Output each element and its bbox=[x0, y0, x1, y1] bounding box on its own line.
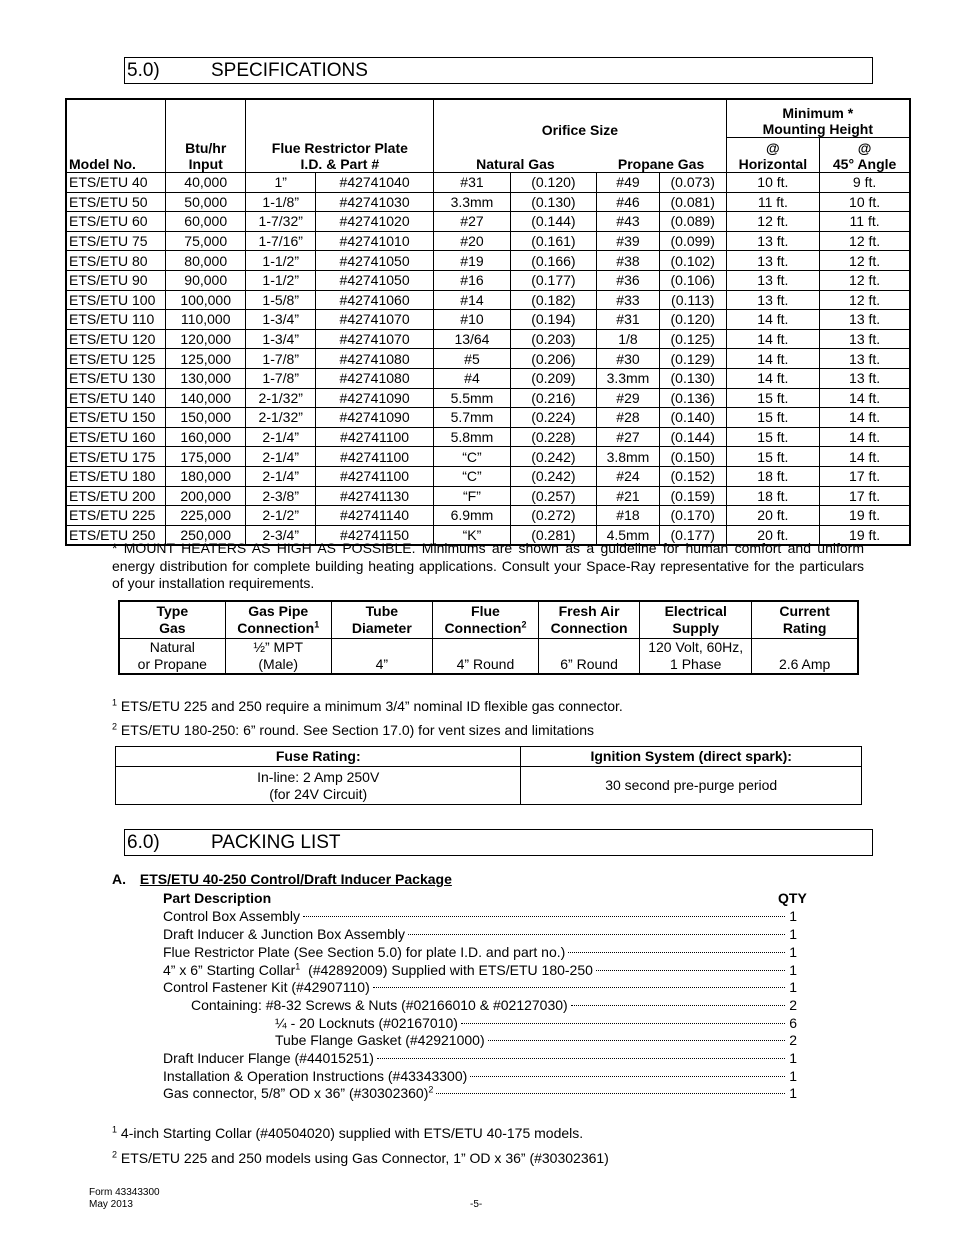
table-row bbox=[66, 329, 910, 349]
package-title: ETS/ETU 40-250 Control/Draft Inducer Package bbox=[139, 871, 452, 887]
table-row bbox=[66, 388, 910, 408]
cell-lp-size: (0.130) bbox=[659, 368, 726, 388]
cell-btu: 120,000 bbox=[165, 329, 246, 349]
item-description: Draft Inducer Flange (#44015251) bbox=[163, 1050, 374, 1066]
cell-btu: 160,000 bbox=[165, 427, 246, 447]
value-flue-connection: 4” Round bbox=[432, 638, 538, 674]
cell-ng-orifice: #14 bbox=[434, 290, 511, 310]
cell-ng-orifice: #5 bbox=[434, 349, 511, 369]
header-type-gas: Type Gas bbox=[119, 601, 225, 638]
cell-ng-orifice: 6.9mm bbox=[434, 506, 511, 526]
cell-lp-orifice: #36 bbox=[597, 270, 660, 290]
cell-min-horizontal: 20 ft. bbox=[726, 525, 820, 545]
cell-lp-orifice: #30 bbox=[597, 349, 660, 369]
list-item bbox=[191, 996, 797, 1014]
cell-min-horizontal: 15 ft. bbox=[726, 388, 820, 408]
cell-model: ETS/ETU 125 bbox=[66, 349, 165, 369]
cell-model: ETS/ETU 80 bbox=[66, 251, 165, 271]
cell-min-angle: 14 ft. bbox=[820, 408, 910, 428]
pack-footnote-2: $^2$ ETS/ETU 225 and 250 models using Gas Connector, 1” OD x 36” (#30302361) bbox=[112, 1149, 609, 1166]
cell-ng-orifice: “K” bbox=[434, 525, 511, 545]
cell-min-angle: 19 ft. bbox=[820, 525, 910, 545]
cell-model: ETS/ETU 90 bbox=[66, 270, 165, 290]
header-flue: Flue Restrictor Plate I.D. & Part # bbox=[246, 99, 434, 173]
cell-min-horizontal: 14 ft. bbox=[726, 310, 820, 330]
cell-flue-part: #42741070 bbox=[315, 310, 433, 330]
item-qty: 1 bbox=[789, 1068, 797, 1084]
cell-flue-id: 1-7/8” bbox=[246, 368, 315, 388]
cell-flue-part: #42741080 bbox=[315, 368, 433, 388]
installation-table bbox=[118, 600, 859, 675]
item-qty: 1 bbox=[789, 979, 797, 995]
value-fresh-air: 6” Round bbox=[539, 638, 640, 674]
cell-lp-size: (0.120) bbox=[659, 310, 726, 330]
cell-ng-orifice: #16 bbox=[434, 270, 511, 290]
cell-flue-part: #42741100 bbox=[315, 447, 433, 467]
item-qty: 1 bbox=[789, 926, 797, 942]
cell-flue-part: #42741090 bbox=[315, 408, 433, 428]
cell-lp-orifice: #49 bbox=[597, 173, 660, 193]
ignition-header: Ignition System (direct spark): bbox=[521, 747, 862, 767]
section-5-header bbox=[124, 57, 873, 84]
cell-ng-size: (0.228) bbox=[510, 427, 596, 447]
item-qty: 1 bbox=[789, 944, 797, 960]
cell-flue-id: 2-1/32” bbox=[246, 408, 315, 428]
cell-btu: 110,000 bbox=[165, 310, 246, 330]
cell-btu: 180,000 bbox=[165, 466, 246, 486]
cell-flue-id: 2-1/2” bbox=[246, 506, 315, 526]
cell-ng-orifice: #4 bbox=[434, 368, 511, 388]
header-gas-pipe: Gas Pipe Connection$^1$ bbox=[225, 601, 331, 638]
cell-flue-id: 1-1/2” bbox=[246, 251, 315, 271]
mount-note: * MOUNT HEATERS AS HIGH AS POSSIBLE. Minimums are shown as a guideline for human comfort and uniform energy distribution for complete building heating applications. Consult your Space-Ray representative for the particulars of your installation requirements. bbox=[112, 540, 864, 591]
cell-ng-orifice: 5.7mm bbox=[434, 408, 511, 428]
cell-btu: 225,000 bbox=[165, 506, 246, 526]
table-row bbox=[66, 270, 910, 290]
cell-ng-size: (0.206) bbox=[510, 349, 596, 369]
section-title: PACKING LIST bbox=[211, 832, 341, 853]
footnote-1: $^1$ ETS/ETU 225 and 250 require a minimum 3/4” nominal ID flexible gas connector. bbox=[112, 697, 623, 714]
cell-ng-orifice: “C” bbox=[434, 466, 511, 486]
spec-table-body bbox=[66, 173, 910, 546]
cell-ng-size: (0.144) bbox=[510, 212, 596, 232]
table-row bbox=[66, 290, 910, 310]
cell-flue-id: 1-3/4” bbox=[246, 329, 315, 349]
cell-flue-id: 1-3/4” bbox=[246, 310, 315, 330]
cell-min-angle: 17 ft. bbox=[820, 466, 910, 486]
cell-lp-size: (0.159) bbox=[659, 486, 726, 506]
cell-lp-orifice: #39 bbox=[597, 231, 660, 251]
fuse-rating-header: Fuse Rating: bbox=[116, 747, 521, 767]
fuse-rating-value: In-line: 2 Amp 250V (for 24V Circuit) bbox=[116, 767, 521, 805]
cell-model: ETS/ETU 130 bbox=[66, 368, 165, 388]
cell-min-horizontal: 18 ft. bbox=[726, 466, 820, 486]
header-electrical-supply: Electrical Supply bbox=[640, 601, 752, 638]
list-item bbox=[163, 943, 797, 961]
cell-lp-size: (0.170) bbox=[659, 506, 726, 526]
cell-ng-size: (0.242) bbox=[510, 447, 596, 467]
cell-lp-size: (0.152) bbox=[659, 466, 726, 486]
cell-lp-size: (0.113) bbox=[659, 290, 726, 310]
item-description: Gas connector, 5/8” OD x 36” (#30302360) bbox=[163, 1085, 429, 1101]
cell-min-horizontal: 20 ft. bbox=[726, 506, 820, 526]
cell-min-angle: 13 ft. bbox=[820, 310, 910, 330]
item-qty: 1 bbox=[789, 962, 797, 978]
cell-flue-part: #42741100 bbox=[315, 466, 433, 486]
cell-min-angle: 17 ft. bbox=[820, 486, 910, 506]
cell-ng-size: (0.272) bbox=[510, 506, 596, 526]
cell-model: ETS/ETU 75 bbox=[66, 231, 165, 251]
cell-min-horizontal: 13 ft. bbox=[726, 251, 820, 271]
cell-flue-id: 1-7/16” bbox=[246, 231, 315, 251]
cell-lp-size: (0.129) bbox=[659, 349, 726, 369]
cell-flue-part: #42741150 bbox=[315, 525, 433, 545]
list-item bbox=[163, 1067, 797, 1085]
table-row bbox=[66, 310, 910, 330]
header-min-height: Minimum * Mounting Height bbox=[726, 99, 910, 138]
value-current-rating: 2.6 Amp bbox=[752, 638, 858, 674]
cell-min-horizontal: 15 ft. bbox=[726, 408, 820, 428]
cell-min-angle: 13 ft. bbox=[820, 329, 910, 349]
cell-min-horizontal: 18 ft. bbox=[726, 486, 820, 506]
pack-footnote-1: $^1$ 4-inch Starting Collar (#40504020) supplied with ETS/ETU 40-175 models. bbox=[112, 1124, 584, 1141]
cell-btu: 130,000 bbox=[165, 368, 246, 388]
item-description: ¼ - 20 Locknuts (#02167010) bbox=[275, 1015, 458, 1031]
cell-lp-orifice: #24 bbox=[597, 466, 660, 486]
ignition-value: 30 second pre-purge period bbox=[521, 767, 862, 805]
item-description: Tube Flange Gasket (#42921000) bbox=[275, 1032, 485, 1048]
cell-flue-part: #42741140 bbox=[315, 506, 433, 526]
cell-min-angle: 9 ft. bbox=[820, 173, 910, 193]
header-horizontal: @ Horizontal bbox=[726, 138, 820, 173]
cell-flue-id: 2-1/4” bbox=[246, 427, 315, 447]
cell-ng-orifice: “C” bbox=[434, 447, 511, 467]
cell-ng-orifice: #20 bbox=[434, 231, 511, 251]
cell-lp-size: (0.150) bbox=[659, 447, 726, 467]
cell-ng-orifice: “F” bbox=[434, 486, 511, 506]
cell-lp-size: (0.177) bbox=[659, 525, 726, 545]
cell-flue-part: #42741130 bbox=[315, 486, 433, 506]
cell-model: ETS/ETU 50 bbox=[66, 192, 165, 212]
item-qty: 6 bbox=[789, 1015, 797, 1031]
cell-min-angle: 12 ft. bbox=[820, 270, 910, 290]
cell-ng-size: (0.166) bbox=[510, 251, 596, 271]
header-orifice: Orifice Size bbox=[434, 99, 726, 138]
cell-btu: 75,000 bbox=[165, 231, 246, 251]
specifications-table bbox=[65, 98, 911, 546]
cell-model: ETS/ETU 250 bbox=[66, 525, 165, 545]
item-qty: 2 bbox=[789, 997, 797, 1013]
cell-min-horizontal: 14 ft. bbox=[726, 368, 820, 388]
cell-btu: 125,000 bbox=[165, 349, 246, 369]
header-fresh-air: Fresh Air Connection bbox=[539, 601, 640, 638]
cell-flue-part: #42741090 bbox=[315, 388, 433, 408]
cell-lp-orifice: #18 bbox=[597, 506, 660, 526]
table-row bbox=[66, 192, 910, 212]
cell-lp-orifice: #33 bbox=[597, 290, 660, 310]
footer-form: Form 43343300 bbox=[89, 1187, 160, 1198]
cell-ng-size: (0.203) bbox=[510, 329, 596, 349]
cell-btu: 80,000 bbox=[165, 251, 246, 271]
item-description: Flue Restrictor Plate (See Section 5.0) for plate I.D. and part no.) bbox=[163, 944, 566, 960]
cell-min-angle: 14 ft. bbox=[820, 388, 910, 408]
qty-header: QTY bbox=[778, 890, 807, 906]
header-flue-connection: Flue Connection$^2$ bbox=[432, 601, 538, 638]
cell-ng-orifice: #10 bbox=[434, 310, 511, 330]
table-row bbox=[66, 447, 910, 467]
cell-lp-size: (0.089) bbox=[659, 212, 726, 232]
cell-lp-size: (0.125) bbox=[659, 329, 726, 349]
value-gas-pipe: ½” MPT (Male) bbox=[225, 638, 331, 674]
cell-lp-size: (0.081) bbox=[659, 192, 726, 212]
header-propane-gas: Propane Gas bbox=[617, 156, 705, 172]
cell-flue-part: #42741040 bbox=[315, 173, 433, 193]
cell-model: ETS/ETU 175 bbox=[66, 447, 165, 467]
cell-min-angle: 14 ft. bbox=[820, 427, 910, 447]
section-6-header bbox=[124, 829, 873, 856]
cell-lp-size: (0.144) bbox=[659, 427, 726, 447]
cell-ng-size: (0.224) bbox=[510, 408, 596, 428]
cell-ng-size: (0.120) bbox=[510, 173, 596, 193]
cell-flue-part: #42741100 bbox=[315, 427, 433, 447]
header-model: Model No. bbox=[69, 156, 136, 172]
cell-flue-id: 2-1/4” bbox=[246, 466, 315, 486]
table-row bbox=[66, 212, 910, 232]
item-description: Installation & Operation Instructions (#43343300) bbox=[163, 1068, 468, 1084]
packing-subheader: A. ETS/ETU 40-250 Control/Draft Inducer Package bbox=[112, 871, 452, 887]
cell-btu: 200,000 bbox=[165, 486, 246, 506]
cell-btu: 60,000 bbox=[165, 212, 246, 232]
cell-min-horizontal: 10 ft. bbox=[726, 173, 820, 193]
table-row bbox=[66, 506, 910, 526]
cell-flue-part: #42741070 bbox=[315, 329, 433, 349]
cell-min-horizontal: 14 ft. bbox=[726, 349, 820, 369]
cell-ng-orifice: 13/64 bbox=[434, 329, 511, 349]
cell-lp-orifice: #21 bbox=[597, 486, 660, 506]
cell-btu: 140,000 bbox=[165, 388, 246, 408]
cell-lp-orifice: #46 bbox=[597, 192, 660, 212]
table-row bbox=[66, 486, 910, 506]
cell-btu: 100,000 bbox=[165, 290, 246, 310]
cell-min-horizontal: 14 ft. bbox=[726, 329, 820, 349]
cell-lp-orifice: 1/8 bbox=[597, 329, 660, 349]
cell-model: ETS/ETU 60 bbox=[66, 212, 165, 232]
fuse-ignition-table bbox=[115, 746, 862, 805]
cell-btu: 90,000 bbox=[165, 270, 246, 290]
cell-model: ETS/ETU 225 bbox=[66, 506, 165, 526]
cell-min-angle: 13 ft. bbox=[820, 368, 910, 388]
cell-flue-part: #42741080 bbox=[315, 349, 433, 369]
cell-ng-orifice: #19 bbox=[434, 251, 511, 271]
cell-min-horizontal: 13 ft. bbox=[726, 231, 820, 251]
table-row bbox=[66, 408, 910, 428]
cell-min-angle: 11 ft. bbox=[820, 212, 910, 232]
list-item bbox=[163, 1049, 797, 1067]
cell-lp-orifice: #38 bbox=[597, 251, 660, 271]
cell-lp-orifice: 4.5mm bbox=[597, 525, 660, 545]
cell-min-angle: 12 ft. bbox=[820, 231, 910, 251]
cell-flue-part: #42741050 bbox=[315, 251, 433, 271]
cell-ng-orifice: #31 bbox=[434, 173, 511, 193]
list-item: 4” x 6” Starting Collar$^1$ (#42892009) Supplied with ETS/ETU 180-250 1 bbox=[163, 961, 797, 978]
cell-ng-size: (0.161) bbox=[510, 231, 596, 251]
cell-flue-id: 1-7/8” bbox=[246, 349, 315, 369]
cell-flue-id: 2-3/8” bbox=[246, 486, 315, 506]
table-row bbox=[66, 251, 910, 271]
list-item bbox=[163, 925, 797, 943]
value-type-gas: Natural or Propane bbox=[119, 638, 225, 674]
cell-lp-size: (0.099) bbox=[659, 231, 726, 251]
cell-lp-orifice: 3.3mm bbox=[597, 368, 660, 388]
item-description: Control Box Assembly bbox=[163, 908, 300, 924]
cell-min-horizontal: 12 ft. bbox=[726, 212, 820, 232]
cell-ng-size: (0.182) bbox=[510, 290, 596, 310]
cell-model: ETS/ETU 40 bbox=[66, 173, 165, 193]
cell-model: ETS/ETU 110 bbox=[66, 310, 165, 330]
cell-lp-size: (0.102) bbox=[659, 251, 726, 271]
section-number: 6.0) bbox=[127, 832, 160, 853]
cell-flue-id: 2-1/4” bbox=[246, 447, 315, 467]
cell-lp-size: (0.073) bbox=[659, 173, 726, 193]
cell-model: ETS/ETU 150 bbox=[66, 408, 165, 428]
cell-min-angle: 12 ft. bbox=[820, 251, 910, 271]
cell-ng-size: (0.281) bbox=[510, 525, 596, 545]
cell-model: ETS/ETU 120 bbox=[66, 329, 165, 349]
part-description-header: Part Description bbox=[163, 890, 272, 906]
cell-min-horizontal: 15 ft. bbox=[726, 427, 820, 447]
cell-ng-orifice: 5.5mm bbox=[434, 388, 511, 408]
table-row bbox=[66, 173, 910, 193]
cell-lp-orifice: #31 bbox=[597, 310, 660, 330]
table-row bbox=[66, 368, 910, 388]
page-number: -5- bbox=[470, 1199, 483, 1210]
cell-lp-size: (0.106) bbox=[659, 270, 726, 290]
cell-ng-size: (0.130) bbox=[510, 192, 596, 212]
cell-model: ETS/ETU 180 bbox=[66, 466, 165, 486]
value-electrical-supply: 120 Volt, 60Hz, 1 Phase bbox=[640, 638, 752, 674]
cell-model: ETS/ETU 200 bbox=[66, 486, 165, 506]
header-btu: Btu/hr Input bbox=[165, 99, 246, 173]
cell-flue-part: #42741060 bbox=[315, 290, 433, 310]
cell-min-angle: 12 ft. bbox=[820, 290, 910, 310]
list-item bbox=[275, 1014, 797, 1032]
list-item bbox=[275, 1031, 797, 1049]
section-number: 5.0) bbox=[127, 60, 160, 81]
section-title: SPECIFICATIONS bbox=[211, 60, 368, 81]
cell-flue-id: 1” bbox=[246, 173, 315, 193]
cell-btu: 175,000 bbox=[165, 447, 246, 467]
cell-btu: 150,000 bbox=[165, 408, 246, 428]
cell-lp-orifice: #28 bbox=[597, 408, 660, 428]
cell-ng-size: (0.209) bbox=[510, 368, 596, 388]
cell-model: ETS/ETU 100 bbox=[66, 290, 165, 310]
cell-btu: 40,000 bbox=[165, 173, 246, 193]
cell-flue-id: 1-7/32” bbox=[246, 212, 315, 232]
cell-lp-size: (0.136) bbox=[659, 388, 726, 408]
item-qty: 1 bbox=[789, 1050, 797, 1066]
value-tube-diameter: 4” bbox=[331, 638, 432, 674]
item-description: Control Fastener Kit (#42907110) bbox=[163, 979, 370, 995]
list-item: Gas connector, 5/8” OD x 36” (#30302360)$^2$ 1 bbox=[163, 1084, 797, 1101]
item-qty: 1 bbox=[789, 1085, 797, 1101]
cell-flue-id: 2-3/4” bbox=[246, 525, 315, 545]
table-row bbox=[66, 231, 910, 251]
cell-flue-part: #42741010 bbox=[315, 231, 433, 251]
cell-lp-size: (0.140) bbox=[659, 408, 726, 428]
cell-ng-size: (0.177) bbox=[510, 270, 596, 290]
header-tube-diameter: Tube Diameter bbox=[331, 601, 432, 638]
cell-ng-orifice: #27 bbox=[434, 212, 511, 232]
cell-flue-part: #42741050 bbox=[315, 270, 433, 290]
cell-ng-size: (0.194) bbox=[510, 310, 596, 330]
footer-date: May 2013 bbox=[89, 1199, 133, 1210]
cell-btu: 50,000 bbox=[165, 192, 246, 212]
cell-flue-part: #42741020 bbox=[315, 212, 433, 232]
cell-min-angle: 14 ft. bbox=[820, 447, 910, 467]
cell-ng-size: (0.216) bbox=[510, 388, 596, 408]
cell-ng-size: (0.257) bbox=[510, 486, 596, 506]
cell-lp-orifice: #27 bbox=[597, 427, 660, 447]
cell-flue-part: #42741030 bbox=[315, 192, 433, 212]
cell-ng-orifice: 5.8mm bbox=[434, 427, 511, 447]
cell-lp-orifice: #43 bbox=[597, 212, 660, 232]
table-row bbox=[66, 466, 910, 486]
header-current-rating: Current Rating bbox=[752, 601, 858, 638]
cell-ng-size: (0.242) bbox=[510, 466, 596, 486]
header-angle: @ 45° Angle bbox=[820, 138, 910, 173]
cell-lp-orifice: #29 bbox=[597, 388, 660, 408]
cell-model: ETS/ETU 160 bbox=[66, 427, 165, 447]
cell-btu: 250,000 bbox=[165, 525, 246, 545]
cell-min-horizontal: 13 ft. bbox=[726, 270, 820, 290]
cell-flue-id: 1-1/8” bbox=[246, 192, 315, 212]
cell-min-horizontal: 13 ft. bbox=[726, 290, 820, 310]
table-row bbox=[66, 349, 910, 369]
item-qty: 1 bbox=[789, 908, 797, 924]
cell-min-angle: 19 ft. bbox=[820, 506, 910, 526]
cell-min-horizontal: 15 ft. bbox=[726, 447, 820, 467]
cell-min-horizontal: 11 ft. bbox=[726, 192, 820, 212]
item-description: Draft Inducer & Junction Box Assembly bbox=[163, 926, 405, 942]
table-row bbox=[66, 427, 910, 447]
cell-flue-id: 1-1/2” bbox=[246, 270, 315, 290]
item-qty: 2 bbox=[789, 1032, 797, 1048]
cell-ng-orifice: 3.3mm bbox=[434, 192, 511, 212]
cell-flue-id: 1-5/8” bbox=[246, 290, 315, 310]
header-natural-gas: Natural Gas bbox=[434, 138, 597, 173]
cell-model: ETS/ETU 140 bbox=[66, 388, 165, 408]
cell-min-angle: 13 ft. bbox=[820, 349, 910, 369]
item-description: 4” x 6” Starting Collar bbox=[163, 962, 296, 978]
footnote-2: $^2$ ETS/ETU 180-250: 6” round. See Section 17.0) for vent sizes and limitations bbox=[112, 721, 595, 738]
list-item bbox=[163, 978, 797, 996]
list-item bbox=[163, 907, 797, 925]
cell-lp-orifice: 3.8mm bbox=[597, 447, 660, 467]
item-description: Containing: #8-32 Screws & Nuts (#02166010 & #02127030) bbox=[191, 997, 568, 1013]
cell-flue-id: 2-1/32” bbox=[246, 388, 315, 408]
cell-min-angle: 10 ft. bbox=[820, 192, 910, 212]
